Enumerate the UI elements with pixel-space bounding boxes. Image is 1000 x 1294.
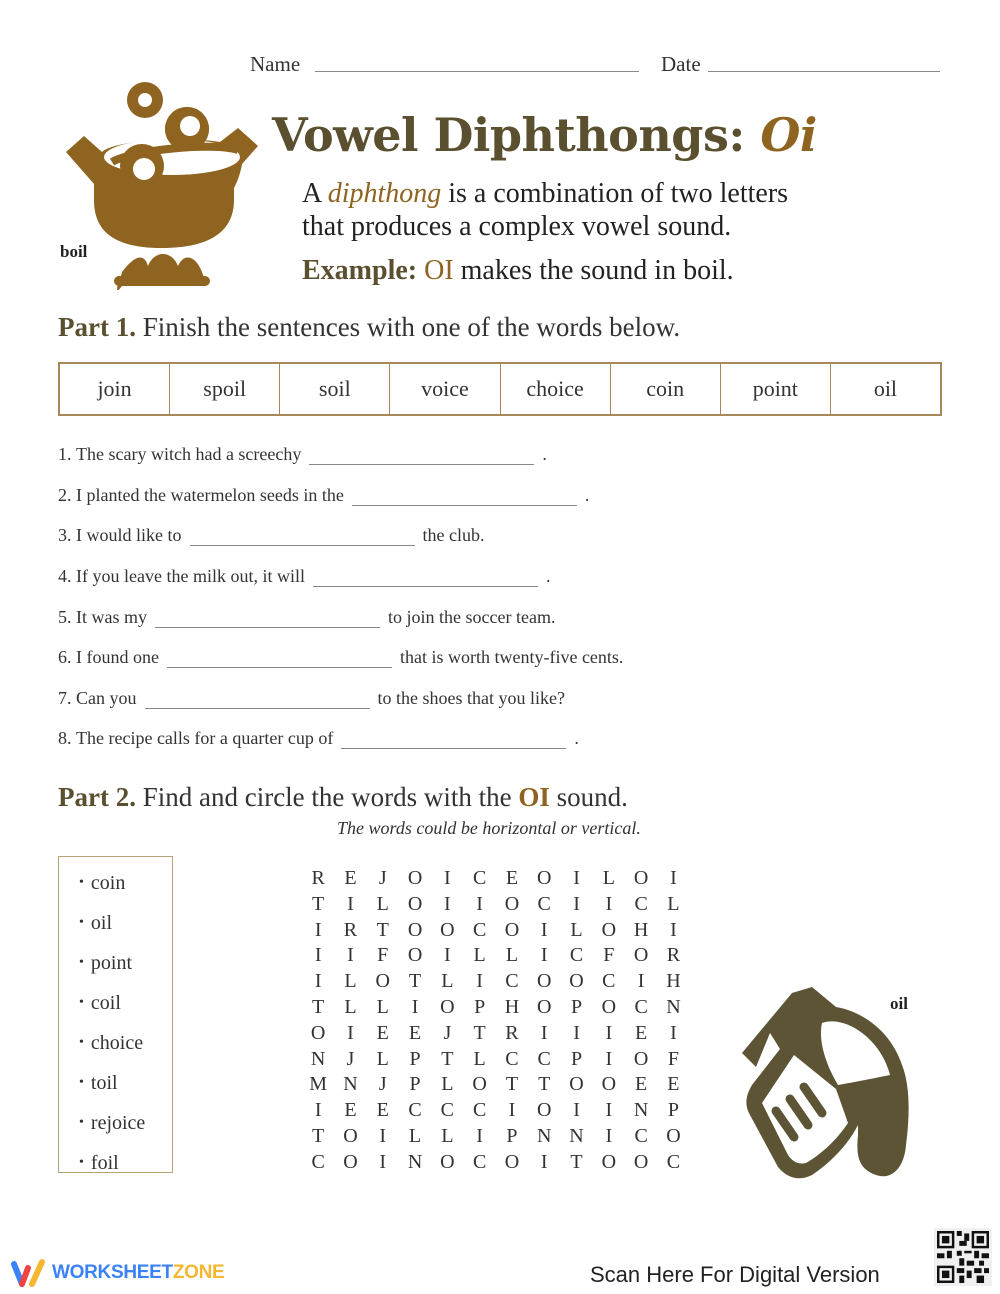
word-list-item: • oil: [79, 911, 113, 934]
grid-letter[interactable]: C: [634, 995, 648, 1018]
grid-letter[interactable]: E: [376, 1099, 389, 1122]
word-list-item: • foil: [79, 1151, 119, 1174]
grid-letter[interactable]: I: [670, 918, 677, 941]
grid-letter[interactable]: I: [314, 1099, 322, 1122]
grid-letter[interactable]: I: [605, 1099, 613, 1122]
sentence-3: 3. I would like to the club.: [58, 525, 485, 545]
grid-letter[interactable]: O: [375, 970, 390, 993]
grid-letter[interactable]: P: [667, 1099, 679, 1122]
grid-letter[interactable]: C: [634, 892, 648, 915]
sentence-5: 5. It was my to join the soccer team.: [58, 607, 556, 627]
answer-blank[interactable]: [313, 573, 538, 587]
grid-letter[interactable]: O: [666, 1124, 681, 1147]
word-bank-item: join: [60, 364, 170, 414]
grid-letter[interactable]: O: [343, 1150, 358, 1173]
word-bank-item: spoil: [170, 364, 280, 414]
grid-letter[interactable]: E: [667, 1073, 680, 1096]
sentence-4: 4. If you leave the milk out, it will .: [58, 566, 551, 586]
grid-letter[interactable]: C: [634, 1124, 648, 1147]
answer-blank[interactable]: [145, 695, 370, 709]
grid-letter[interactable]: O: [601, 1073, 617, 1096]
word-bank-item: coin: [611, 364, 721, 414]
grid-letter[interactable]: L: [570, 918, 583, 941]
grid-letter[interactable]: H: [504, 995, 520, 1018]
word-list-item: • rejoice: [79, 1111, 146, 1134]
grid-letter[interactable]: R: [505, 1021, 519, 1044]
grid-letter[interactable]: I: [347, 1021, 354, 1044]
grid-letter[interactable]: L: [441, 1073, 454, 1096]
grid-letter[interactable]: C: [472, 1099, 487, 1122]
grid-letter[interactable]: O: [569, 970, 584, 993]
grid-letter[interactable]: O: [504, 918, 520, 941]
grid-letter[interactable]: O: [407, 918, 423, 941]
grid-letter[interactable]: T: [473, 1021, 486, 1044]
grid-letter[interactable]: E: [635, 1073, 648, 1096]
grid-letter[interactable]: O: [633, 867, 649, 889]
grid-letter[interactable]: O: [537, 970, 552, 993]
grid-letter[interactable]: O: [537, 1099, 552, 1122]
grid-letter[interactable]: I: [476, 1124, 483, 1147]
grid-letter[interactable]: O: [601, 1150, 617, 1173]
grid-letter[interactable]: T: [570, 1150, 583, 1173]
grid-letter[interactable]: I: [605, 892, 613, 915]
grid-letter[interactable]: L: [376, 995, 389, 1018]
grid-letter[interactable]: R: [666, 944, 681, 967]
grid-letter[interactable]: O: [472, 1073, 487, 1096]
grid-letter[interactable]: I: [573, 867, 580, 889]
grid-letter[interactable]: J: [378, 1073, 387, 1096]
grid-letter[interactable]: P: [409, 1047, 421, 1070]
grid-letter[interactable]: C: [472, 867, 487, 889]
grid-letter[interactable]: T: [312, 1124, 325, 1147]
grid-letter[interactable]: O: [601, 918, 617, 941]
grid-letter[interactable]: L: [505, 944, 519, 967]
word-bank: [58, 362, 942, 416]
sentence-2: 2. I planted the watermelon seeds in the .: [58, 485, 590, 505]
grid-letter[interactable]: I: [670, 1021, 677, 1044]
worksheet-zone-logo-icon: [10, 1258, 46, 1288]
worksheet-zone-logo[interactable]: WORKSHEETZONE: [10, 1258, 224, 1288]
word-bank-item: point: [721, 364, 831, 414]
grid-letter[interactable]: N: [666, 995, 681, 1018]
grid-letter[interactable]: I: [444, 944, 451, 967]
grid-letter[interactable]: L: [376, 892, 389, 915]
grid-letter[interactable]: T: [312, 892, 325, 915]
orientation-note: The words could be horizontal or vertical.: [337, 818, 641, 838]
answer-blank[interactable]: [309, 451, 534, 465]
grid-letter[interactable]: O: [407, 944, 423, 967]
grid-letter[interactable]: I: [605, 1047, 613, 1070]
grid-letter[interactable]: F: [603, 944, 615, 967]
grid-letter[interactable]: N: [633, 1099, 649, 1122]
oil-label: oil: [890, 994, 908, 1013]
grid-letter[interactable]: O: [537, 995, 552, 1018]
sentence-7: 7. Can you to the shoes that you like?: [58, 688, 565, 708]
grid-letter[interactable]: I: [444, 892, 451, 915]
grid-letter[interactable]: I: [411, 995, 419, 1018]
grid-letter[interactable]: L: [602, 867, 615, 889]
grid-letter[interactable]: C: [472, 918, 487, 941]
grid-letter[interactable]: O: [407, 892, 423, 915]
grid-letter[interactable]: L: [408, 1124, 422, 1147]
grid-letter[interactable]: C: [602, 970, 616, 993]
answer-blank[interactable]: [155, 614, 380, 628]
grid-letter[interactable]: C: [505, 1047, 519, 1070]
grid-letter[interactable]: C: [408, 1099, 422, 1122]
answer-blank[interactable]: [341, 735, 566, 749]
grid-letter[interactable]: T: [312, 995, 325, 1018]
oil-jug-icon: [740, 985, 910, 1180]
grid-letter[interactable]: I: [573, 1021, 580, 1044]
grid-letter[interactable]: L: [344, 970, 357, 993]
qr-code-icon[interactable]: [934, 1228, 992, 1286]
grid-letter[interactable]: T: [441, 1047, 454, 1070]
grid-letter[interactable]: I: [508, 1099, 516, 1122]
grid-letter[interactable]: H: [633, 918, 649, 941]
word-list-item: • coil: [79, 991, 121, 1014]
grid-letter[interactable]: I: [314, 970, 322, 993]
grid-letter[interactable]: I: [476, 892, 483, 915]
answer-blank[interactable]: [190, 532, 415, 546]
grid-letter[interactable]: O: [504, 1150, 520, 1173]
grid-letter[interactable]: P: [570, 995, 583, 1018]
grid-letter[interactable]: O: [601, 995, 617, 1018]
grid-letter[interactable]: I: [540, 944, 548, 967]
grid-letter[interactable]: P: [474, 995, 486, 1018]
grid-letter[interactable]: I: [314, 944, 322, 967]
date-field[interactable]: [708, 71, 940, 72]
grid-letter[interactable]: O: [633, 1150, 649, 1173]
answer-blank[interactable]: [167, 654, 392, 668]
word-search-grid[interactable]: [302, 866, 690, 1176]
grid-letter[interactable]: C: [440, 1099, 454, 1122]
word-list-item: • toil: [79, 1071, 118, 1094]
word-list-item: • point: [79, 951, 133, 974]
grid-letter[interactable]: I: [476, 970, 483, 993]
grid-letter[interactable]: I: [637, 970, 645, 993]
sentence-6: 6. I found one that is worth twenty-five cents.: [58, 647, 624, 667]
part2-heading: Part 2. Find and circle the words with the OI sound.: [58, 782, 628, 812]
boiling-pot-icon: [62, 80, 262, 290]
scan-text: Scan Here For Digital Version: [590, 1262, 880, 1287]
grid-letter[interactable]: E: [376, 1021, 389, 1044]
sentence-1: 1. The scary witch had a screechy .: [58, 444, 547, 464]
word-bank-item: oil: [873, 376, 898, 401]
grid-letter[interactable]: O: [537, 867, 552, 889]
grid-letter[interactable]: I: [444, 867, 451, 889]
grid-letter[interactable]: L: [667, 892, 680, 915]
grid-letter[interactable]: J: [346, 1047, 355, 1070]
grid-letter[interactable]: L: [376, 1047, 389, 1070]
grid-letter[interactable]: C: [537, 1047, 551, 1070]
grid-letter[interactable]: E: [344, 867, 357, 889]
grid-letter[interactable]: R: [343, 918, 358, 941]
word-bank-item: voice: [390, 364, 500, 414]
grid-letter[interactable]: I: [347, 892, 354, 915]
grid-letter[interactable]: L: [344, 995, 357, 1018]
grid-letter[interactable]: P: [409, 1073, 421, 1096]
grid-letter[interactable]: I: [379, 1150, 387, 1173]
word-bank-item: choice: [501, 364, 611, 414]
boil-label: boil: [60, 242, 88, 261]
grid-letter[interactable]: L: [441, 970, 454, 993]
grid-letter[interactable]: C: [472, 1150, 487, 1173]
grid-letter[interactable]: L: [473, 944, 486, 967]
grid-letter[interactable]: E: [344, 1099, 357, 1122]
grid-letter[interactable]: I: [379, 1124, 387, 1147]
grid-letter[interactable]: O: [569, 1073, 584, 1096]
grid-letter[interactable]: O: [343, 1124, 358, 1147]
grid-letter[interactable]: I: [540, 1021, 548, 1044]
sentence-8: 8. The recipe calls for a quarter cup of .: [58, 728, 579, 748]
page-title: Vowel Diphthongs: Oi: [272, 108, 817, 162]
grid-letter[interactable]: T: [408, 970, 422, 993]
grid-letter[interactable]: E: [408, 1021, 422, 1044]
word-list: [58, 856, 173, 1173]
answer-blank[interactable]: [352, 492, 577, 506]
word-bank-item: soil: [280, 364, 390, 414]
grid-letter[interactable]: C: [569, 944, 584, 967]
grid-letter[interactable]: O: [440, 918, 455, 941]
grid-letter[interactable]: L: [473, 1047, 486, 1070]
grid-letter[interactable]: L: [441, 1124, 454, 1147]
example-text: Example: OI makes the sound in boil.: [302, 255, 734, 286]
grid-letter[interactable]: I: [573, 1099, 580, 1122]
grid-letter[interactable]: O: [440, 995, 455, 1018]
grid-letter[interactable]: N: [537, 1124, 552, 1147]
date-label: Date: [661, 52, 701, 76]
part1-heading: Part 1. Finish the sentences with one of the words below.: [58, 312, 681, 342]
grid-letter[interactable]: R: [311, 867, 325, 889]
grid-letter[interactable]: C: [505, 970, 519, 993]
grid-letter[interactable]: O: [310, 1021, 326, 1044]
grid-letter[interactable]: P: [506, 1124, 518, 1147]
grid-letter[interactable]: I: [347, 944, 354, 967]
grid-letter[interactable]: N: [569, 1124, 584, 1147]
grid-letter[interactable]: C: [311, 1150, 325, 1173]
grid-letter[interactable]: P: [570, 1047, 583, 1070]
grid-letter[interactable]: O: [504, 892, 520, 915]
grid-letter[interactable]: I: [573, 892, 580, 915]
grid-letter[interactable]: E: [635, 1021, 648, 1044]
grid-letter[interactable]: I: [540, 1150, 548, 1173]
grid-letter[interactable]: N: [407, 1150, 423, 1173]
grid-letter[interactable]: I: [605, 1124, 613, 1147]
grid-letter[interactable]: J: [443, 1021, 452, 1044]
word-list-item: • choice: [79, 1031, 144, 1054]
grid-letter[interactable]: E: [505, 867, 519, 889]
grid-letter[interactable]: N: [310, 1047, 326, 1070]
grid-letter[interactable]: T: [538, 1073, 551, 1096]
grid-letter[interactable]: M: [309, 1073, 328, 1096]
grid-letter[interactable]: I: [540, 918, 548, 941]
grid-letter[interactable]: F: [667, 1047, 679, 1070]
grid-letter[interactable]: O: [407, 867, 423, 889]
grid-letter[interactable]: T: [376, 918, 389, 941]
word-list-item: • coin: [79, 871, 126, 894]
grid-letter[interactable]: J: [378, 867, 387, 889]
grid-letter[interactable]: I: [314, 918, 322, 941]
grid-letter[interactable]: F: [377, 944, 389, 967]
title-accent: Oi: [760, 108, 817, 162]
name-field[interactable]: [315, 71, 639, 72]
definition-text: A diphthong is a combination of two letters that produces a complex vowel sound.: [302, 178, 789, 242]
diphthong-term: diphthong: [327, 178, 442, 209]
grid-letter[interactable]: O: [633, 1047, 649, 1070]
grid-letter[interactable]: N: [343, 1073, 358, 1096]
grid-letter[interactable]: T: [505, 1073, 519, 1096]
grid-letter[interactable]: C: [537, 892, 551, 915]
name-label: Name: [250, 52, 301, 76]
grid-letter[interactable]: O: [633, 944, 649, 967]
grid-letter[interactable]: I: [605, 1021, 613, 1044]
grid-letter[interactable]: I: [670, 867, 677, 889]
grid-letter[interactable]: H: [666, 970, 681, 993]
grid-letter[interactable]: O: [440, 1150, 455, 1173]
grid-letter[interactable]: C: [666, 1150, 681, 1173]
